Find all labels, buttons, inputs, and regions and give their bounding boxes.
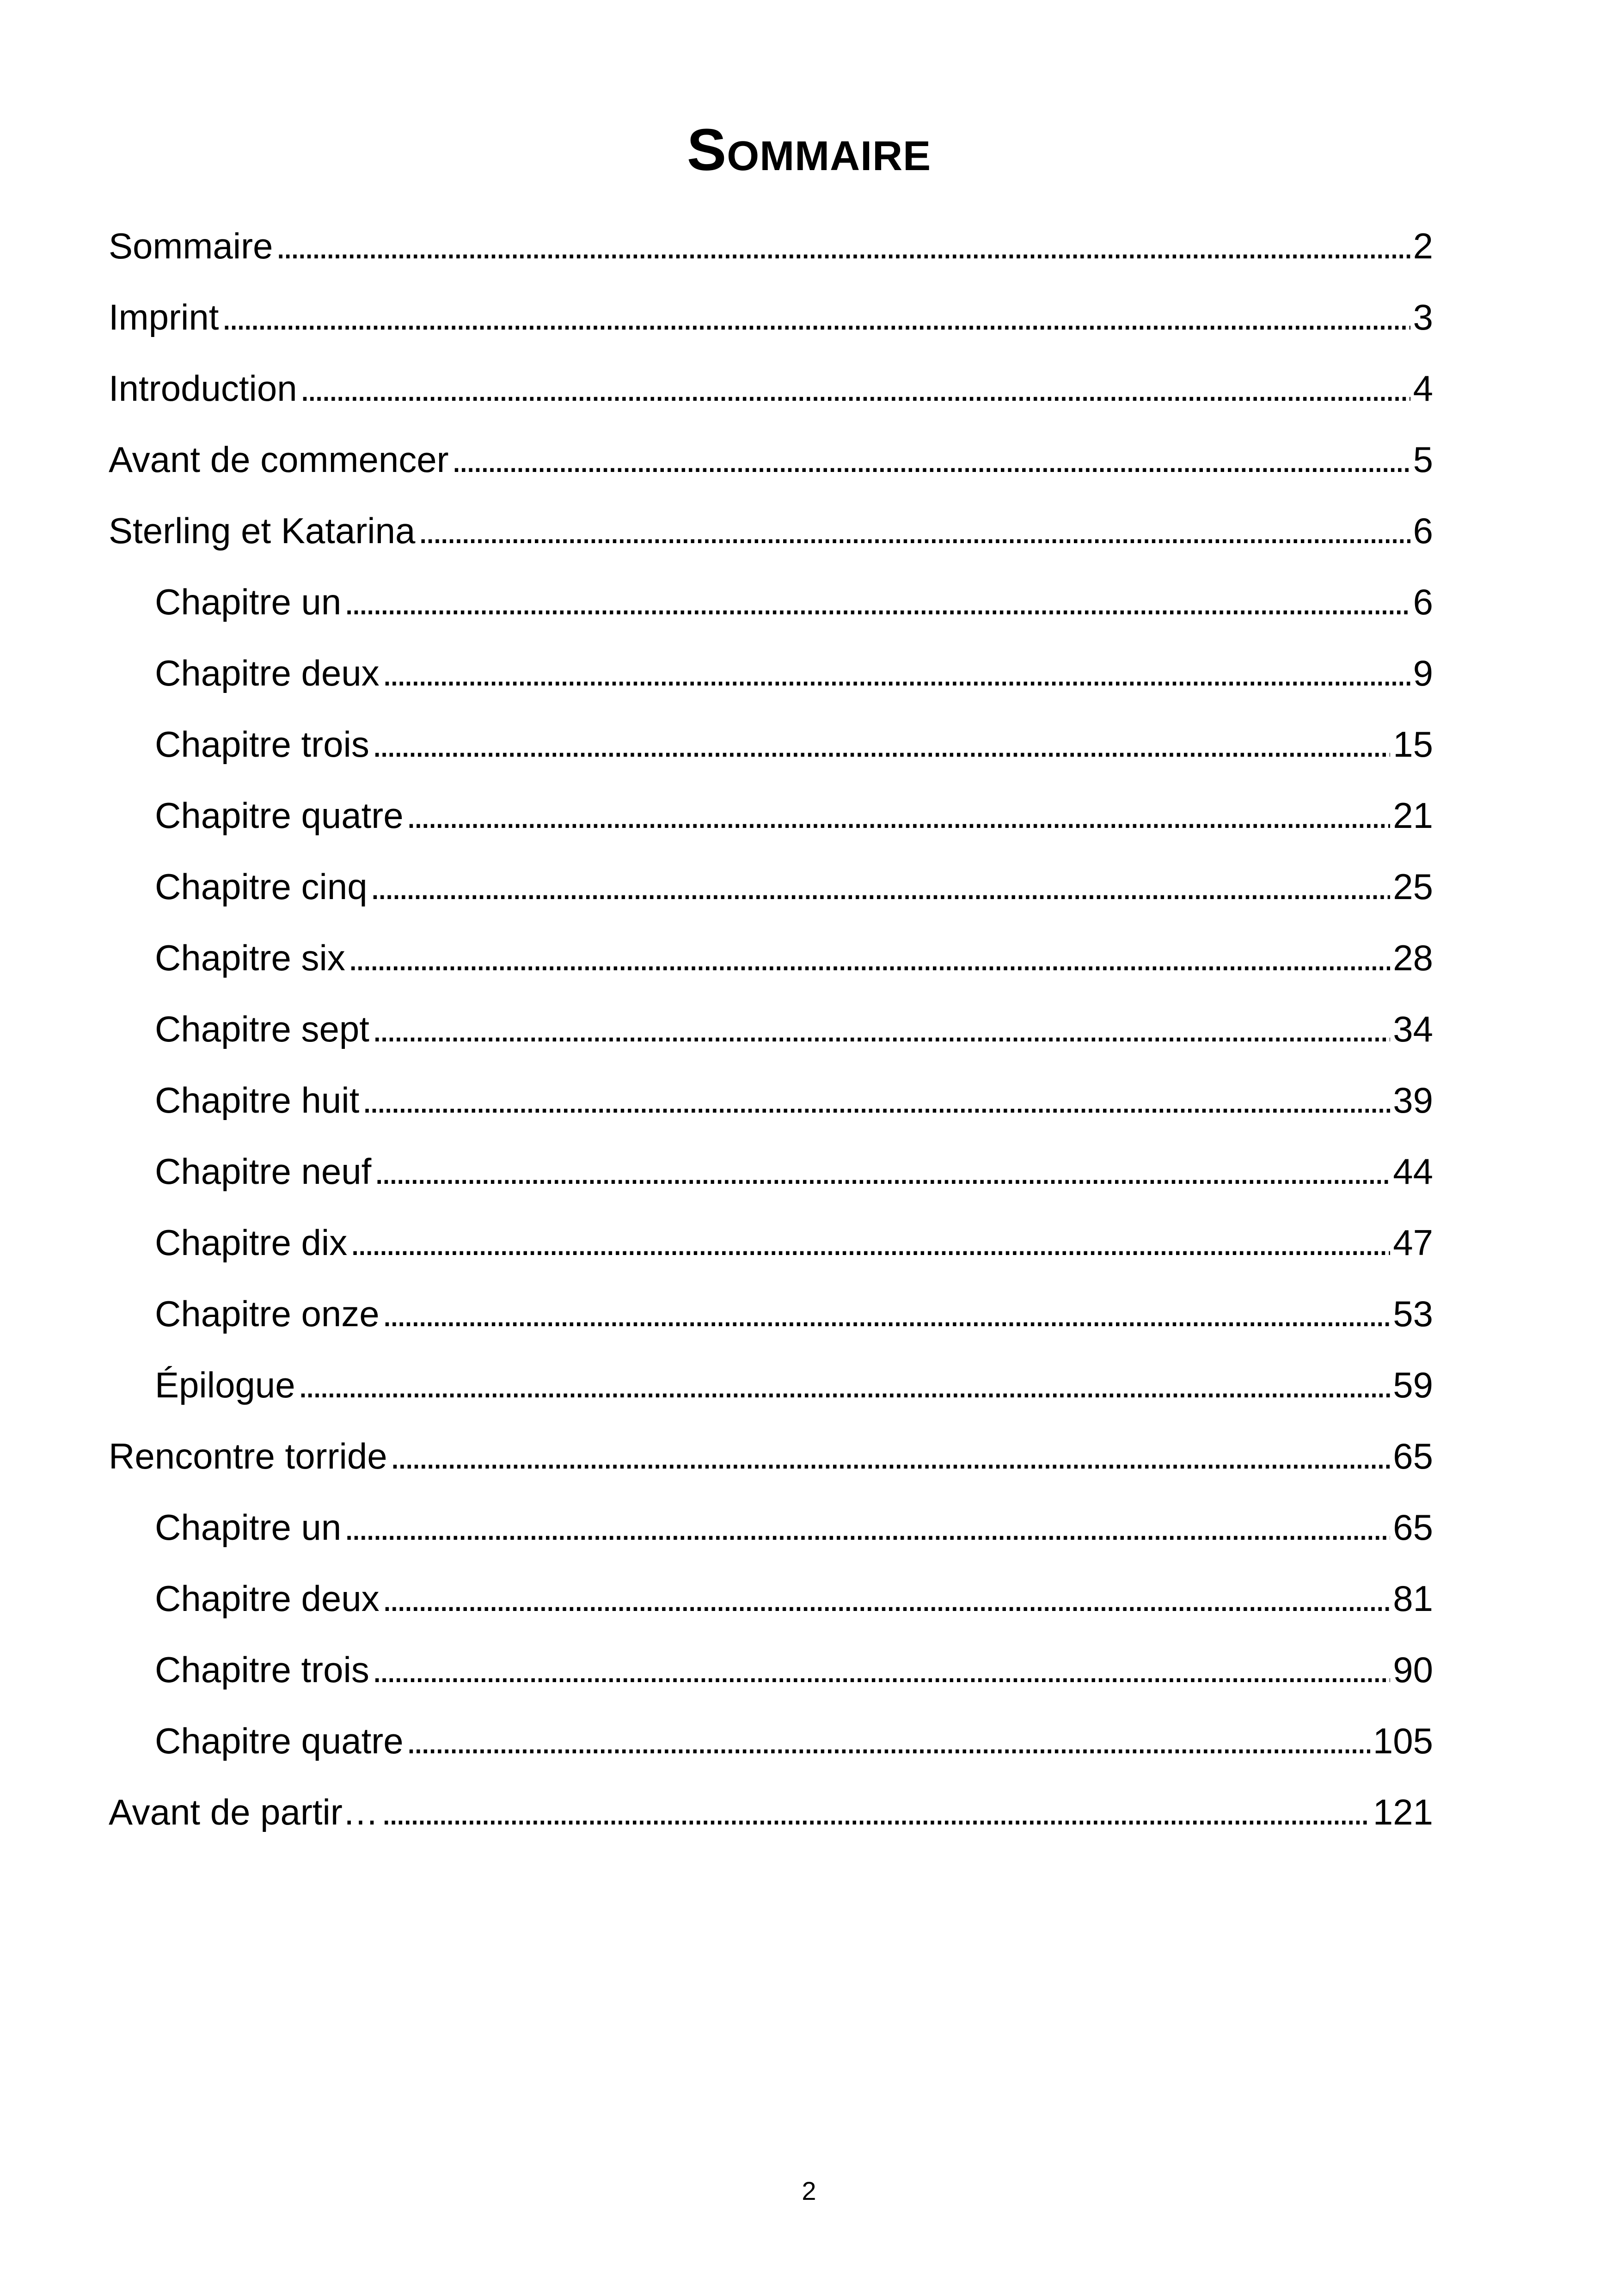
dot-leader bbox=[276, 210, 1410, 282]
toc-entry-page-number: 47 bbox=[1393, 1222, 1433, 1263]
dot-leader bbox=[372, 1634, 1390, 1705]
toc-entry-label: Introduction bbox=[109, 368, 297, 409]
toc-entry-label: Chapitre trois bbox=[155, 724, 369, 765]
toc-entry-page-number: 121 bbox=[1373, 1792, 1433, 1832]
toc-entry-page-number: 81 bbox=[1393, 1578, 1433, 1619]
toc-entry[interactable] bbox=[109, 851, 1433, 922]
toc-entry[interactable] bbox=[109, 1634, 1433, 1705]
dot-leader bbox=[381, 1776, 1370, 1848]
toc-entry-label: Chapitre six bbox=[155, 937, 345, 978]
dot-leader bbox=[362, 1065, 1390, 1136]
toc-entry-page-number: 9 bbox=[1413, 653, 1433, 693]
toc-entry-page-number: 28 bbox=[1393, 937, 1433, 978]
toc-entry[interactable] bbox=[109, 1349, 1433, 1420]
toc-entry-label: Avant de partir… bbox=[109, 1792, 379, 1832]
toc-entry-page-number: 6 bbox=[1413, 510, 1433, 551]
toc-entry-label: Chapitre deux bbox=[155, 653, 380, 693]
toc-entry-label: Chapitre onze bbox=[155, 1293, 380, 1334]
toc-entry[interactable] bbox=[109, 780, 1433, 851]
toc-entry-page-number: 53 bbox=[1393, 1293, 1433, 1334]
dot-leader bbox=[374, 1136, 1390, 1207]
dot-leader bbox=[221, 282, 1410, 353]
dot-leader bbox=[300, 353, 1410, 424]
toc-entry[interactable] bbox=[109, 210, 1433, 282]
toc-entry-page-number: 90 bbox=[1393, 1649, 1433, 1690]
toc-entry-page-number: 4 bbox=[1413, 368, 1433, 409]
toc-entry-label: Sterling et Katarina bbox=[109, 510, 416, 551]
toc-entry-label: Chapitre deux bbox=[155, 1578, 380, 1619]
toc-entry-page-number: 5 bbox=[1413, 439, 1433, 480]
toc-entry[interactable] bbox=[109, 1207, 1433, 1278]
toc-entry-page-number: 21 bbox=[1393, 795, 1433, 836]
table-of-contents bbox=[109, 210, 1433, 1848]
toc-entry-label: Sommaire bbox=[109, 226, 273, 266]
toc-entry[interactable] bbox=[109, 1563, 1433, 1634]
dot-leader bbox=[348, 922, 1390, 993]
toc-entry-label: Imprint bbox=[109, 297, 219, 337]
toc-entry[interactable] bbox=[109, 566, 1433, 637]
toc-entry-label: Chapitre un bbox=[155, 582, 342, 622]
toc-entry-page-number: 65 bbox=[1393, 1436, 1433, 1476]
dot-leader bbox=[372, 993, 1390, 1065]
dot-leader bbox=[406, 1705, 1370, 1776]
dot-leader bbox=[370, 851, 1391, 922]
dot-leader bbox=[344, 1492, 1390, 1563]
toc-entry[interactable] bbox=[109, 1136, 1433, 1207]
toc-entry-label: Chapitre trois bbox=[155, 1649, 369, 1690]
toc-entry-label: Rencontre torride bbox=[109, 1436, 387, 1476]
toc-entry-label: Épilogue bbox=[155, 1365, 295, 1405]
toc-entry[interactable] bbox=[109, 1420, 1433, 1492]
page-title: Sommaire bbox=[686, 117, 932, 183]
toc-entry-label: Chapitre un bbox=[155, 1507, 342, 1548]
toc-entry-label: Chapitre quatre bbox=[155, 795, 404, 836]
toc-entry-page-number: 15 bbox=[1393, 724, 1433, 765]
toc-entry-page-number: 44 bbox=[1393, 1151, 1433, 1192]
toc-entry[interactable] bbox=[109, 1065, 1433, 1136]
toc-entry[interactable] bbox=[109, 424, 1433, 495]
dot-leader bbox=[382, 637, 1410, 709]
dot-leader bbox=[382, 1563, 1391, 1634]
toc-entry-label: Chapitre sept bbox=[155, 1009, 369, 1049]
toc-entry[interactable] bbox=[109, 495, 1433, 566]
toc-entry[interactable] bbox=[109, 353, 1433, 424]
dot-leader bbox=[372, 709, 1390, 780]
dot-leader bbox=[406, 780, 1391, 851]
dot-leader bbox=[452, 424, 1410, 495]
toc-entry[interactable] bbox=[109, 1492, 1433, 1563]
toc-entry-page-number: 105 bbox=[1373, 1720, 1433, 1761]
toc-entry-page-number: 65 bbox=[1393, 1507, 1433, 1548]
toc-entry-page-number: 2 bbox=[1413, 226, 1433, 266]
dot-leader bbox=[382, 1278, 1391, 1349]
toc-entry[interactable] bbox=[109, 993, 1433, 1065]
toc-entry-label: Chapitre quatre bbox=[155, 1720, 404, 1761]
toc-entry[interactable] bbox=[109, 637, 1433, 709]
toc-entry[interactable] bbox=[109, 1278, 1433, 1349]
dot-leader bbox=[390, 1420, 1391, 1492]
toc-entry-page-number: 59 bbox=[1393, 1365, 1433, 1405]
toc-entry-page-number: 6 bbox=[1413, 582, 1433, 622]
dot-leader bbox=[418, 495, 1410, 566]
toc-entry-page-number: 34 bbox=[1393, 1009, 1433, 1049]
toc-entry-page-number: 3 bbox=[1413, 297, 1433, 337]
dot-leader bbox=[350, 1207, 1390, 1278]
toc-entry-page-number: 39 bbox=[1393, 1080, 1433, 1120]
toc-entry-label: Chapitre neuf bbox=[155, 1151, 372, 1192]
toc-entry-label: Chapitre cinq bbox=[155, 866, 368, 907]
toc-entry-label: Chapitre dix bbox=[155, 1222, 348, 1263]
toc-entry-label: Chapitre huit bbox=[155, 1080, 360, 1120]
dot-leader bbox=[298, 1349, 1391, 1420]
toc-entry-page-number: 25 bbox=[1393, 866, 1433, 907]
toc-entry-label: Avant de commencer bbox=[109, 439, 449, 480]
toc-entry[interactable] bbox=[109, 1705, 1433, 1776]
toc-entry[interactable] bbox=[109, 709, 1433, 780]
toc-entry[interactable] bbox=[109, 282, 1433, 353]
toc-entry[interactable] bbox=[109, 1776, 1433, 1848]
page-number: 2 bbox=[802, 2176, 816, 2205]
toc-entry[interactable] bbox=[109, 922, 1433, 993]
dot-leader bbox=[344, 566, 1410, 637]
